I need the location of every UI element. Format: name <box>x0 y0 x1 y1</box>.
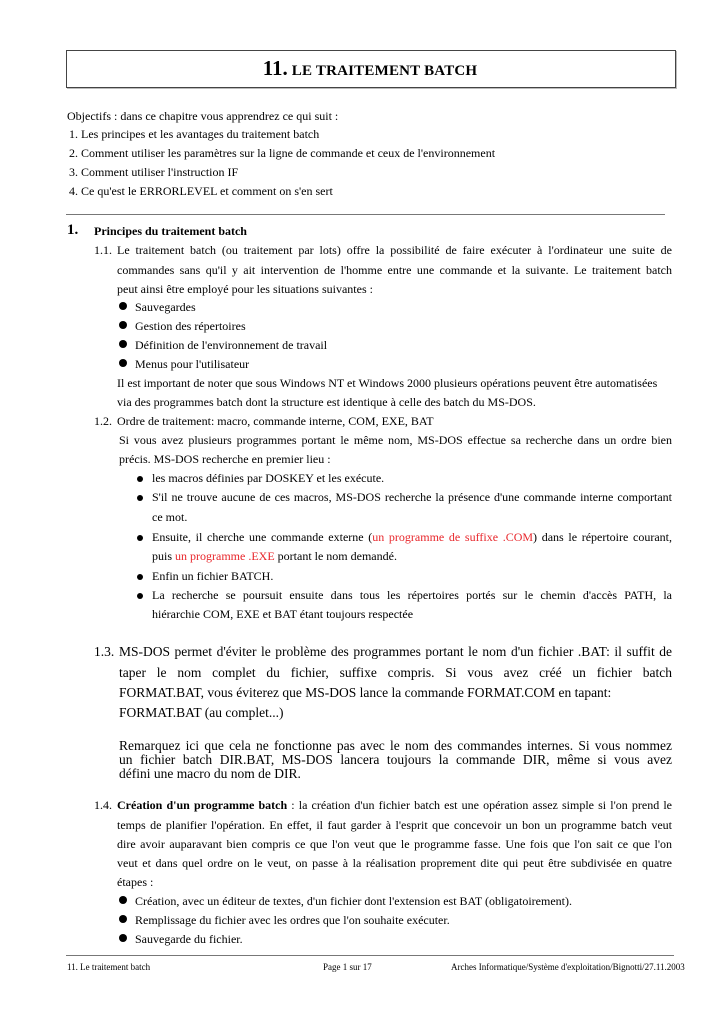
list-item: Gestion des répertoires <box>135 319 246 333</box>
list-item: Menus pour l'utilisateur <box>135 357 250 371</box>
list-item: Définition de l'environnement de travail <box>135 338 328 352</box>
p14-heading: Création d'un programme batch <box>117 798 288 812</box>
p13-line: FORMAT.BAT, vous éviterez que MS-DOS lance la commande FORMAT.COM en tapant: <box>119 685 612 700</box>
list-item-cont: hiérarchie COM, EXE et BAT étant toujours respectée <box>152 607 414 621</box>
p12-line: Si vous avez plusieurs programmes portant le même nom, MS-DOS effectue sa recherche dans un ordre bien <box>119 433 672 447</box>
p14-line: temps de planifier l'opération. En effet, il faut garder à l'esprit que concevoir un bon un programme batch veut <box>117 818 672 832</box>
para-number: 1.4. <box>94 798 112 812</box>
objective-item: 3. Comment utiliser l'instruction IF <box>69 165 239 179</box>
page-title <box>66 56 674 81</box>
list-item-cont: ce mot. <box>152 510 188 524</box>
list-item: La recherche se poursuit ensuite dans tous les répertoires portés sur le chemin d'accès PATH, la <box>152 588 672 602</box>
list-item: Enfin un fichier BATCH. <box>152 569 274 583</box>
bullet-icon <box>119 934 127 942</box>
red-highlight: un programme .EXE <box>175 549 275 563</box>
objective-item: 4. Ce qu'est le ERRORLEVEL et comment on s'en sert <box>69 184 333 198</box>
p11-after-line: via des programmes batch dont la structure est identique à celle des batch du MS-DOS. <box>117 395 536 409</box>
section-divider <box>66 214 665 215</box>
bullet-icon <box>119 321 127 329</box>
list-item: Création, avec un éditeur de textes, d'un fichier dont l'extension est BAT (obligatoirement). <box>135 894 572 908</box>
p13-remark: un fichier batch DIR.BAT, MS-DOS lancera toujours la commande DIR, même si vous avez <box>119 752 672 767</box>
p14-line: dire avoir auparavant bien compris ce que l'on veut que le programme fasse. Une fois que l'on sait ce que l'on <box>117 837 672 851</box>
red-highlight: un programme de suffixe .COM <box>372 530 534 544</box>
list-item: Ensuite, il cherche une commande externe (un programme de suffixe .COM) dans le répertoire courant, <box>152 530 672 544</box>
p12-heading: Ordre de traitement: macro, commande interne, COM, EXE, BAT <box>117 414 434 428</box>
list-item-cont: puis un programme .EXE portant le nom demandé. <box>152 549 397 563</box>
p11-line: commandes sans qu'il y ait intervention de l'homme entre une commande et la suivante. Le traitement batch <box>117 263 672 277</box>
p13-line: MS-DOS permet d'éviter le problème des programmes portant le nom d'un fichier .BAT: il suffit de <box>119 644 672 659</box>
bullet-icon <box>137 476 143 482</box>
p14-line: étapes : <box>117 875 154 889</box>
list-item: Remplissage du fichier avec les ordres que l'on souhaite exécuter. <box>135 913 450 927</box>
para-number: 1.3. <box>94 644 115 659</box>
list-item: les macros définies par DOSKEY et les exécute. <box>152 471 385 485</box>
bullet-icon <box>119 896 127 904</box>
list-item: S'il ne trouve aucune de ces macros, MS-DOS recherche la présence d'une commande interne comportant <box>152 490 672 504</box>
footer-right: Arches Informatique/Système d'exploitation/Bignotti/27.11.2003 <box>451 962 685 972</box>
p13-remark: défini une macro du nom de DIR. <box>119 766 301 781</box>
title-text: LE TRAITEMENT BATCH <box>291 63 478 79</box>
footer-page: Page 1 sur 17 <box>323 962 372 972</box>
bullet-icon <box>119 302 127 310</box>
p11-after-line: Il est important de noter que sous Windows NT et Windows 2000 plusieurs opérations peuvent être automatisées <box>117 376 658 390</box>
title-number: 11. <box>262 56 288 80</box>
para-number: 1.1. <box>94 243 112 257</box>
footer-divider <box>66 955 674 956</box>
bullet-icon <box>119 915 127 923</box>
section-heading: Principes du traitement batch <box>94 224 247 238</box>
p11-line: peut ainsi être employé pour les situations suivantes : <box>117 282 373 296</box>
p13-line: FORMAT.BAT (au complet...) <box>119 705 284 720</box>
p14-line: Création d'un programme batch : la création d'un fichier batch est une opération assez simple si l'on prend le <box>117 798 672 812</box>
p13-remark: Remarquez ici que cela ne fonctionne pas avec le nom des commandes internes. Si vous nommez <box>119 738 672 753</box>
bullet-icon <box>137 593 143 599</box>
objective-item: 1. Les principes et les avantages du traitement batch <box>69 127 320 141</box>
bullet-icon <box>137 495 143 501</box>
p12-line: précis. MS-DOS recherche en premier lieu : <box>119 452 331 466</box>
p14-line: veut et dans quel ordre on le veut, on passe à la réalisation proprement dite qui peut être subdivisée en quatre <box>117 856 672 870</box>
objective-item: 2. Comment utiliser les paramètres sur la ligne de commande et ceux de l'environnement <box>69 146 496 160</box>
list-item: Sauvegarde du fichier. <box>135 932 243 946</box>
p13-line: taper le nom complet du fichier, suffixe compris. Si vous avez créé un fichier batch <box>119 665 672 680</box>
footer-left: 11. Le traitement batch <box>67 962 151 972</box>
para-number: 1.2. <box>94 414 112 428</box>
bullet-icon <box>137 535 143 541</box>
bullet-icon <box>119 340 127 348</box>
objectives-intro: Objectifs : dans ce chapitre vous apprendrez ce qui suit : <box>67 109 339 123</box>
bullet-icon <box>137 574 143 580</box>
list-item: Sauvegardes <box>135 300 196 314</box>
bullet-icon <box>119 359 127 367</box>
p11-line: Le traitement batch (ou traitement par lots) offre la possibilité de faire exécuter à l'ordinateur une suite de <box>117 243 672 257</box>
section-number: 1. <box>67 222 79 238</box>
